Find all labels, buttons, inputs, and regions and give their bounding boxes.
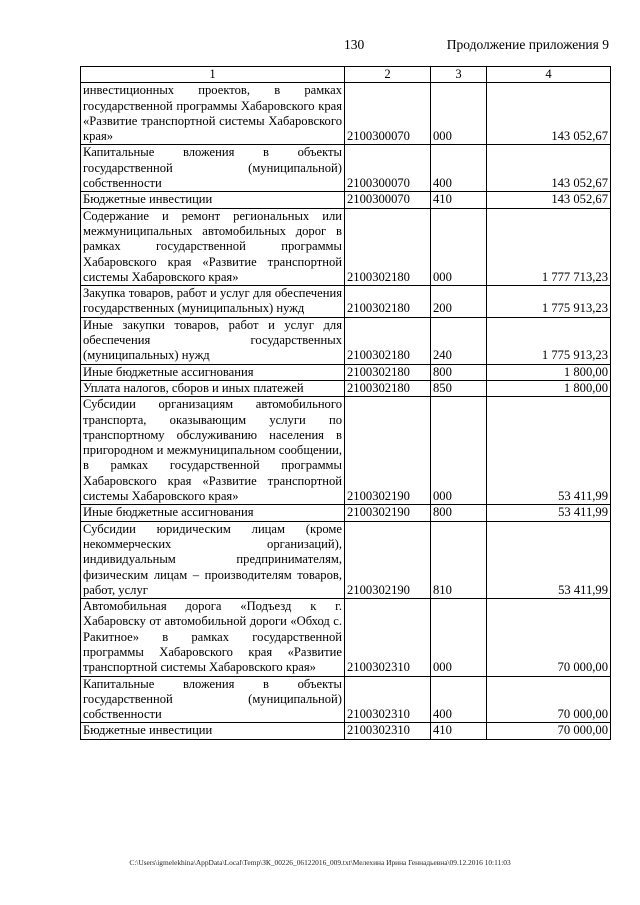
row-description: Капитальные вложения в объекты государственной (муниципальной) собственности [81,676,345,723]
column-number-3: 3 [431,67,487,83]
row-target-code: 2100302180 [345,364,431,380]
column-number-4: 4 [487,67,611,83]
row-description: Содержание и ремонт региональных или межмуниципальных автомобильных дорог в рамках государственной программы Хабаровского края «Развитие транспортной системы Хабаровского края» [81,208,345,285]
table-row [81,145,611,192]
row-target-code: 2100302180 [345,380,431,396]
row-expense-type: 000 [431,83,487,145]
row-expense-type: 240 [431,317,487,364]
row-target-code: 2100300070 [345,83,431,145]
row-description: Иные закупки товаров, работ и услуг для обеспечения государственных (муниципальных) нужд [81,317,345,364]
row-amount: 1 775 913,23 [487,317,611,364]
row-expense-type: 850 [431,380,487,396]
row-expense-type: 200 [431,286,487,318]
table-row [81,83,611,145]
table-row [81,676,611,723]
row-description: Иные бюджетные ассигнования [81,364,345,380]
row-target-code: 2100302310 [345,723,431,739]
row-description: Уплата налогов, сборов и иных платежей [81,380,345,396]
row-target-code: 2100300070 [345,192,431,208]
table-row [81,364,611,380]
table-row [81,192,611,208]
row-target-code: 2100302310 [345,599,431,676]
row-target-code: 2100302310 [345,676,431,723]
row-expense-type: 800 [431,505,487,521]
row-description: Автомобильная дорога «Подъезд к г. Хабаровску от автомобильной дороги «Обход с. Ракитное» в рамках государственной программы Хабаровского края «Развитие транспортной системы Хабаровского края» [81,599,345,676]
row-expense-type: 000 [431,397,487,505]
row-expense-type: 410 [431,723,487,739]
row-amount: 1 777 713,23 [487,208,611,285]
table-row [81,397,611,505]
row-amount: 70 000,00 [487,676,611,723]
page-number: 130 [344,37,365,52]
table-row [81,380,611,396]
row-description: Бюджетные инвестиции [81,192,345,208]
row-amount: 70 000,00 [487,723,611,739]
row-description: Закупка товаров, работ и услуг для обеспечения государственных (муниципальных) нужд [81,286,345,318]
row-description: Бюджетные инвестиции [81,723,345,739]
row-target-code: 2100302180 [345,286,431,318]
row-target-code: 2100302180 [345,317,431,364]
row-amount: 70 000,00 [487,599,611,676]
table-row [81,317,611,364]
row-expense-type: 810 [431,521,487,598]
row-amount: 143 052,67 [487,192,611,208]
row-expense-type: 400 [431,676,487,723]
table-row [81,505,611,521]
column-number-1: 1 [81,67,345,83]
row-amount: 1 800,00 [487,380,611,396]
row-amount: 1 775 913,23 [487,286,611,318]
row-amount: 53 411,99 [487,521,611,598]
row-target-code: 2100300070 [345,145,431,192]
row-description: Субсидии юридическим лицам (кроме некоммерческих организаций), индивидуальным предпринимателям, физическим лицам – производителям товаров, работ, услуг [81,521,345,598]
row-amount: 53 411,99 [487,505,611,521]
row-amount: 143 052,67 [487,145,611,192]
row-amount: 53 411,99 [487,397,611,505]
row-amount: 143 052,67 [487,83,611,145]
table-row [81,723,611,739]
row-target-code: 2100302190 [345,397,431,505]
table-row [81,208,611,285]
row-description: Капитальные вложения в объекты государственной (муниципальной) собственности [81,145,345,192]
table-row [81,599,611,676]
row-amount: 1 800,00 [487,364,611,380]
row-description: Иные бюджетные ассигнования [81,505,345,521]
row-target-code: 2100302190 [345,521,431,598]
row-expense-type: 800 [431,364,487,380]
row-expense-type: 000 [431,599,487,676]
column-number-2: 2 [345,67,431,83]
row-expense-type: 410 [431,192,487,208]
row-description: Субсидии организациям автомобильного транспорта, оказывающим услуги по транспортному обслуживанию населения в пригородном и межмуниципальном сообщении, в рамках государственной программы Хабаровского края «Развитие транспортной системы Хабаровского края» [81,397,345,505]
row-target-code: 2100302180 [345,208,431,285]
row-target-code: 2100302190 [345,505,431,521]
file-path-footer: C:\Users\igmelekhina\AppData\Local\Temp\ЗК_00226_06122016_009.txt\Мелехина Ирина Геннадьевна\09.12.2016 10:11:03 [129,858,511,867]
row-expense-type: 400 [431,145,487,192]
table-row [81,286,611,318]
row-expense-type: 000 [431,208,487,285]
row-description: инвестиционных проектов, в рамках государственной программы Хабаровского края «Развитие транспортной системы Хабаровского края» [81,83,345,145]
column-number-row [81,67,611,83]
table-row [81,521,611,598]
budget-table [80,66,611,740]
appendix-continuation-title: Продолжение приложения 9 [446,37,609,52]
